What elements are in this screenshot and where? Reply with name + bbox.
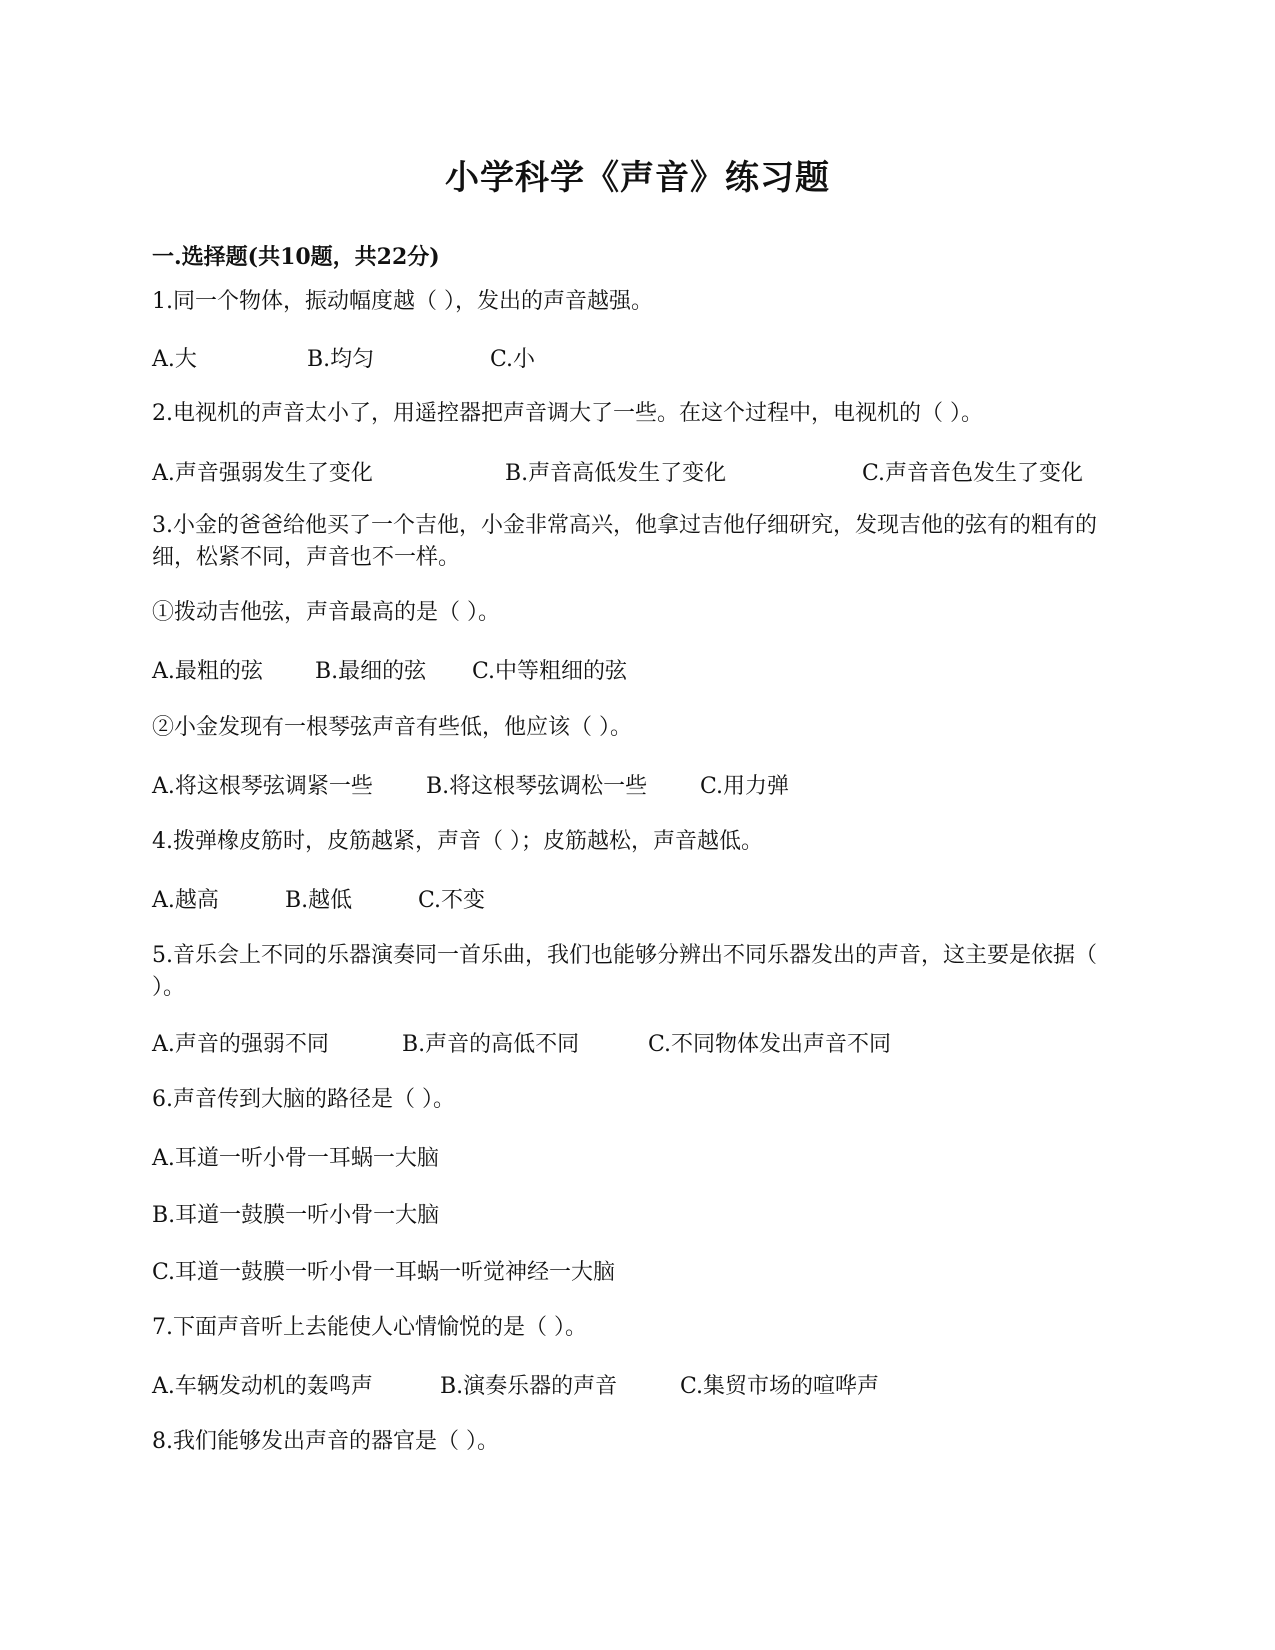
- question-4-option-a: A.越高: [152, 888, 219, 913]
- question-3-sub2-option-c: C.用力弹: [700, 774, 790, 799]
- question-1-option-a: A.大: [152, 347, 197, 372]
- question-1-stem: 1.同一个物体，振动幅度越（ ），发出的声音越强。: [152, 289, 653, 314]
- question-4-stem: 4.拨弹橡皮筋时，皮筋越紧，声音（ ）；皮筋越松，声音越低。: [152, 829, 763, 854]
- question-5-option-c: C.不同物体发出声音不同: [648, 1032, 892, 1057]
- question-3-sub1-option-c: C.中等粗细的弦: [472, 659, 628, 684]
- question-7-option-b: B.演奏乐器的声音: [440, 1374, 618, 1399]
- question-3-stem: 3.小金的爸爸给他买了一个吉他，小金非常高兴，他拿过吉他仔细研究，发现吉他的弦有的粗有的细，松紧不同，声音也不一样。: [152, 513, 1097, 570]
- question-4-option-b: B.越低: [285, 888, 353, 913]
- question-2-option-c: C.声音音色发生了变化: [862, 461, 1084, 486]
- question-1-option-c: C.小: [490, 347, 536, 372]
- question-5-option-a: A.声音的强弱不同: [152, 1032, 329, 1057]
- question-3-sub2-option-a: A.将这根琴弦调紧一些: [152, 774, 373, 799]
- question-3-sub1-option-a: A.最粗的弦: [152, 659, 263, 684]
- question-7-option-a: A.车辆发动机的轰鸣声: [152, 1374, 373, 1399]
- question-2-stem: 2.电视机的声音太小了，用遥控器把声音调大了一些。在这个过程中，电视机的（ ）。: [152, 401, 983, 426]
- question-2-option-b: B.声音高低发生了变化: [505, 461, 727, 486]
- question-3-sub1-option-b: B.最细的弦: [315, 659, 427, 684]
- question-3-sub2-stem: ②小金发现有一根琴弦声音有些低，他应该（ ）。: [152, 715, 632, 740]
- question-3-sub1-stem: ①拨动吉他弦，声音最高的是（ ）。: [152, 600, 500, 625]
- section-heading: 一.选择题(共10题，共22分): [152, 244, 440, 270]
- question-6-option-b: B.耳道一鼓膜一听小骨一大脑: [152, 1203, 440, 1228]
- question-3-sub2-option-b: B.将这根琴弦调松一些: [426, 774, 648, 799]
- question-8-stem: 8.我们能够发出声音的器官是（ ）。: [152, 1429, 499, 1454]
- question-1-option-b: B.均匀: [307, 347, 375, 372]
- question-6-stem: 6.声音传到大脑的路径是（ ）。: [152, 1087, 455, 1112]
- question-4-option-c: C.不变: [418, 888, 486, 913]
- question-6-option-c: C.耳道一鼓膜一听小骨一耳蜗一听觉神经一大脑: [152, 1260, 616, 1285]
- question-5-stem: 5.音乐会上不同的乐器演奏同一首乐曲，我们也能够分辨出不同乐器发出的声音，这主要是依据（ ）。: [152, 943, 1097, 1000]
- question-7-stem: 7.下面声音听上去能使人心情愉悦的是（ ）。: [152, 1315, 587, 1340]
- question-2-option-a: A.声音强弱发生了变化: [152, 461, 373, 486]
- question-5-option-b: B.声音的高低不同: [402, 1032, 580, 1057]
- page-title: 小学科学《声音》练习题: [445, 158, 830, 198]
- question-7-option-c: C.集贸市场的喧哗声: [680, 1374, 880, 1399]
- question-6-option-a: A.耳道一听小骨一耳蜗一大脑: [152, 1146, 439, 1171]
